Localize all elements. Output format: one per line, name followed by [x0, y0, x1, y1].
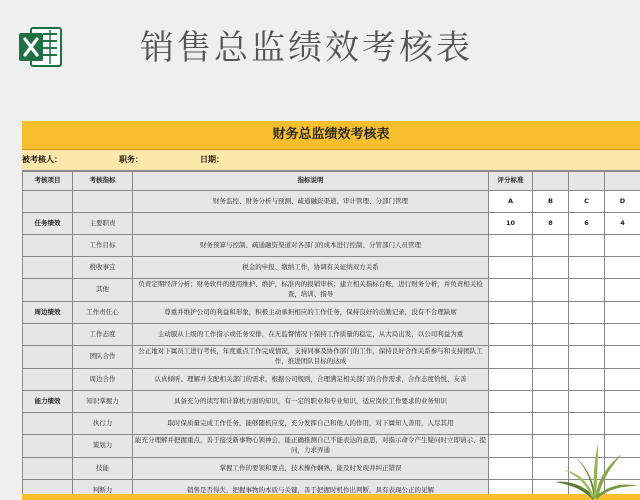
score-cell[interactable]: [533, 324, 569, 346]
score-cell[interactable]: [533, 391, 569, 413]
indicator-cell: [73, 191, 133, 213]
indicator-cell: 主要职责: [73, 213, 133, 235]
description-cell: 负责定期经济分析；财务软件的使用维护、维护，标准内的报销审核；建立相关指标台账，进行财务分析，并负责相关检查、培训、指导: [133, 279, 489, 302]
description-cell: 尊重并维护公司的利益和形象，积极主动承担相应的工作任务，保持良好的出勤记录，没有不合理缺席: [133, 302, 489, 324]
table-row: [23, 391, 640, 413]
score-cell[interactable]: [489, 458, 533, 480]
score-cell[interactable]: [489, 257, 533, 279]
column-header: [569, 172, 605, 191]
category-cell: [23, 235, 73, 257]
indicator-cell: 周边合作: [73, 369, 133, 391]
table-row: [23, 302, 640, 324]
date-label: 日期：: [200, 155, 224, 164]
indicator-cell: 其他: [73, 279, 133, 302]
sheet-title: 财务总监绩效考核表: [22, 121, 640, 150]
score-cell[interactable]: [533, 302, 569, 324]
score-cell[interactable]: [533, 369, 569, 391]
table-row: [23, 279, 640, 302]
excel-icon: [17, 24, 63, 70]
score-value-c: 6: [569, 213, 605, 235]
table-row: [23, 369, 640, 391]
info-row: [22, 150, 640, 171]
score-cell[interactable]: [489, 391, 533, 413]
score-cell[interactable]: [489, 413, 533, 435]
indicator-cell: 判断力: [73, 480, 133, 500]
score-cell[interactable]: [605, 369, 640, 391]
indicator-cell: 团队合作: [73, 346, 133, 369]
table-row: [23, 413, 640, 435]
table-row: [23, 235, 640, 257]
score-cell[interactable]: [533, 257, 569, 279]
page-title: 销售总监绩效考核表: [140, 28, 473, 68]
score-cell[interactable]: [489, 235, 533, 257]
description-cell: [133, 213, 489, 235]
description-cell: 财务预算与控制、疏通融资渠道对各部门的成本进行控制、分管部门人员管理: [133, 235, 489, 257]
description-cell: 能充分理解并把握重点，善于接受新事物心领神会，能正确推测自己不能表达的意思，对指示命令产生疑问时立即请示、提问，力求弄通: [133, 435, 489, 458]
column-header: 考核指标: [73, 172, 133, 191]
table-header-row: [23, 172, 640, 191]
score-value-b: 8: [533, 213, 569, 235]
score-cell[interactable]: [569, 235, 605, 257]
examinee-label: 被考核人：: [22, 155, 62, 164]
position-label: 职务：: [119, 155, 143, 164]
description-cell: 具备充分的读写和计算机方面的知识，有一定的职业和专业知识，适应岗位工作要求的业务知识: [133, 391, 489, 413]
table-row: [23, 346, 640, 369]
score-cell[interactable]: [569, 279, 605, 302]
description-cell: 主动服从上级的工作指示或任务安排，在无监督情况下保持工作质量的稳定，从大局出发，以公司利益为重: [133, 324, 489, 346]
score-cell[interactable]: [533, 235, 569, 257]
indicator-cell: 工作态度: [73, 324, 133, 346]
category-cell: [23, 435, 73, 458]
table-row: [23, 213, 640, 235]
score-cell[interactable]: [489, 279, 533, 302]
description-cell: 认真倾听、理解并支配相关部门的需求，根据公司规则，合理满足相关部门的合作需求，合作态度恰悦、友善: [133, 369, 489, 391]
score-level-c: C: [569, 191, 605, 213]
column-header: 考核项目: [23, 172, 73, 191]
score-cell[interactable]: [533, 413, 569, 435]
description-cell: 公正地对下属员工进行考核，年度重点工作完成情况，支持同事及协作部门的工作，保持良好合作关系参与和支持团队工作，推进团队目标的达成: [133, 346, 489, 369]
category-cell: [23, 324, 73, 346]
column-header: 指标说明: [133, 172, 489, 191]
score-cell[interactable]: [489, 435, 533, 458]
category-cell: 周边绩效: [23, 302, 73, 324]
category-cell: 任务绩效: [23, 213, 73, 235]
category-cell: [23, 257, 73, 279]
score-cell[interactable]: [569, 324, 605, 346]
indicator-cell: 工作目标: [73, 235, 133, 257]
score-cell[interactable]: [533, 346, 569, 369]
description-cell: 取时保质量完成工作任务，能够随机应变，充分发挥自己和他人的作用，对下属知人善用，人尽其用: [133, 413, 489, 435]
column-header: [533, 172, 569, 191]
score-cell[interactable]: [569, 302, 605, 324]
table-row: [23, 257, 640, 279]
category-cell: [23, 279, 73, 302]
column-header: 评分标准: [489, 172, 533, 191]
category-cell: [23, 346, 73, 369]
score-cell[interactable]: [569, 257, 605, 279]
score-cell[interactable]: [605, 324, 640, 346]
category-cell: [23, 191, 73, 213]
column-header: [605, 172, 640, 191]
indicator-cell: 策划力: [73, 435, 133, 458]
score-value-a: 10: [489, 213, 533, 235]
indicator-cell: 工作责任心: [73, 302, 133, 324]
score-level-b: B: [533, 191, 569, 213]
indicator-cell: 执行力: [73, 413, 133, 435]
score-cell[interactable]: [605, 279, 640, 302]
score-level-d: D: [605, 191, 640, 213]
score-cell[interactable]: [569, 369, 605, 391]
category-cell: 能力绩效: [23, 391, 73, 413]
description-cell: 财务监控、财务分析与预测、疏通融资渠道、审计管理、分部门管理: [133, 191, 489, 213]
score-cell[interactable]: [489, 369, 533, 391]
score-cell[interactable]: [605, 235, 640, 257]
score-cell[interactable]: [569, 346, 605, 369]
indicator-cell: 知识掌握力: [73, 391, 133, 413]
description-cell: 掌握工作的要领和要点，技术操作娴熟，能及时发现并纠正错误: [133, 458, 489, 480]
plant-decoration-icon: [548, 440, 640, 500]
score-cell[interactable]: [533, 279, 569, 302]
category-cell: [23, 369, 73, 391]
indicator-cell: 税收事宜: [73, 257, 133, 279]
score-value-d: 4: [605, 213, 640, 235]
score-cell[interactable]: [605, 346, 640, 369]
description-cell: 销售是否得失，把握事物的本质与关键，善于把握时机作出判断，具有表现公正的见解: [133, 480, 489, 500]
indicator-cell: 技能: [73, 458, 133, 480]
score-cell[interactable]: [605, 302, 640, 324]
table-row: [23, 191, 640, 213]
score-cell[interactable]: [605, 391, 640, 413]
score-cell[interactable]: [489, 346, 533, 369]
score-cell[interactable]: [569, 391, 605, 413]
score-level-a: A: [489, 191, 533, 213]
score-cell[interactable]: [489, 324, 533, 346]
table-row: [23, 324, 640, 346]
score-cell[interactable]: [605, 413, 640, 435]
category-cell: [23, 458, 73, 480]
score-cell[interactable]: [569, 413, 605, 435]
category-cell: [23, 413, 73, 435]
description-cell: 税金的申报、缴纳工作，协调有关征纳双方关系: [133, 257, 489, 279]
score-cell[interactable]: [489, 302, 533, 324]
top-banner: [0, 0, 640, 100]
score-cell[interactable]: [605, 257, 640, 279]
